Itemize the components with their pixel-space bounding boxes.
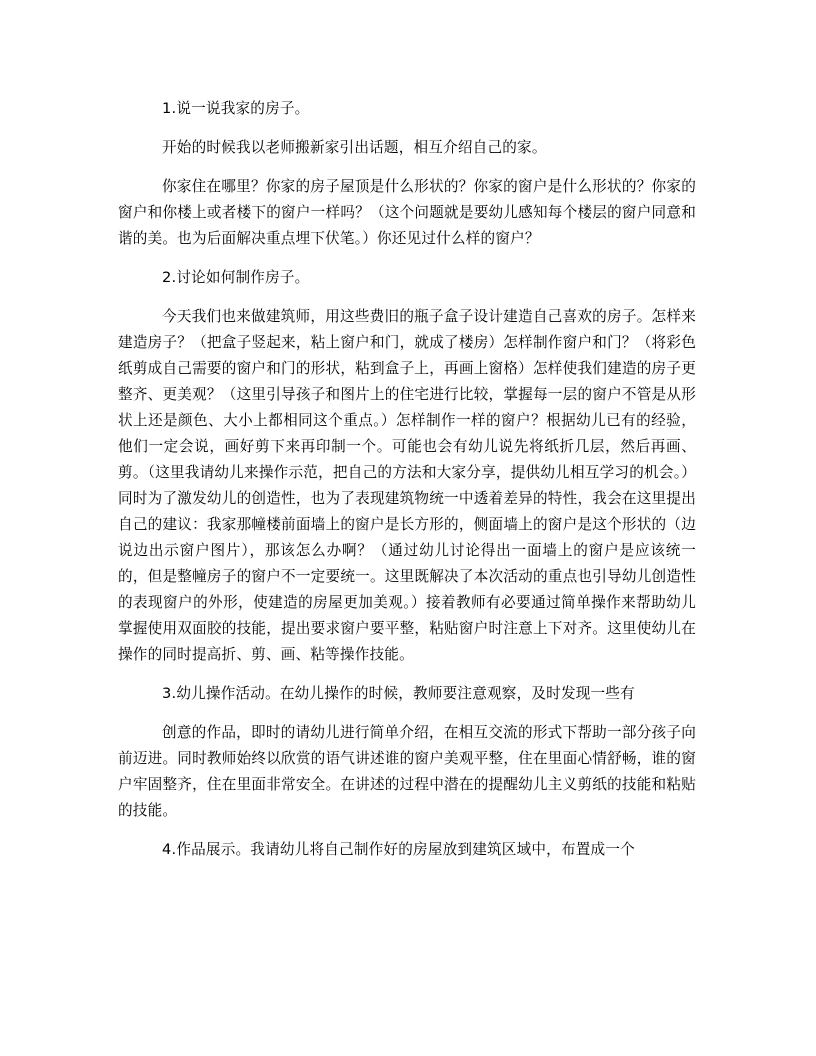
body-paragraph-3: 今天我们也来做建筑师，用这些费旧的瓶子盒子设计建造自己喜欢的房子。怎样来建造房子？（把盒子竖起来，粘上窗户和门，就成了楼房）怎样制作窗户和门？（将彩色纸剪成自己需要的窗户和门的形状，粘到盒子上，再画上窗格）怎样使我们建造的房子更整齐、更美观？（这里引导孩子和图片上的住宅进行比较，掌握每一层的窗户不管是从形状上还是颜色、大小上都相同这个重点。）怎样制作一样的窗户？根据幼儿已有的经验，他们一定会说，画好剪下来再印制一个。可能也会有幼儿说先将纸折几层，然后再画、剪。（这里我请幼儿来操作示范，把自己的方法和大家分享，提供幼儿相互学习的机会。）同时为了激发幼儿的创造性，也为了表现建筑物统一中透着差异的特性，我会在这里提出自己的建议：我家那幢楼前面墙上的窗户是长方形的，侧面墙上的窗户是这个形状的（边说边出示窗户图片），那该怎么办啊？（通过幼儿讨论得出一面墙上的窗户是应该统一的，但是整幢房子的窗户不一定要统一。这里既解决了本次活动的重点也引导幼儿创造性的表现窗户的外形，使建造的房屋更加美观。）接着教师有必要通过简单操作来帮助幼儿掌握使用双面胶的技能，提出要求窗户要平整，粘贴窗户时注意上下对齐。这里使幼儿在操作的同时提高折、剪、画、粘等操作技能。	[118, 308, 696, 663]
document-page	[118, 96, 696, 863]
section-heading-2: 2.讨论如何制作房子。	[162, 269, 310, 286]
body-paragraph-2: 你家住在哪里？你家的房子屋顶是什么形状的？你家的窗户是什么形状的？你家的窗户和你楼上或者楼下的窗户一样吗？（这个问题就是要幼儿感知每个楼层的窗户同意和谐的美。也为后面解决重点埋下伏笔。）你还见过什么样的窗户？	[118, 178, 696, 247]
section-heading-1: 1.说一说我家的房子。	[162, 100, 310, 117]
body-paragraph-1: 开始的时候我以老师搬新家引出话题，相互介绍自己的家。	[162, 139, 547, 156]
section-heading-4: 4.作品展示。我请幼儿将自己制作好的房屋放到建筑区域中，布置成一个	[162, 841, 635, 858]
section-heading-3: 3.幼儿操作活动。在幼儿操作的时候，教师要注意观察，及时发现一些有	[162, 685, 635, 702]
body-paragraph-4: 创意的作品，即时的请幼儿进行简单介绍，在相互交流的形式下帮助一部分孩子向前迈进。同时教师始终以欣赏的语气讲述谁的窗户美观平整，住在里面心情舒畅，谁的窗户牢固整齐，住在里面非常安全。在讲述的过程中潜在的提醒幼儿主义剪纸的技能和粘贴的技能。	[118, 724, 696, 819]
